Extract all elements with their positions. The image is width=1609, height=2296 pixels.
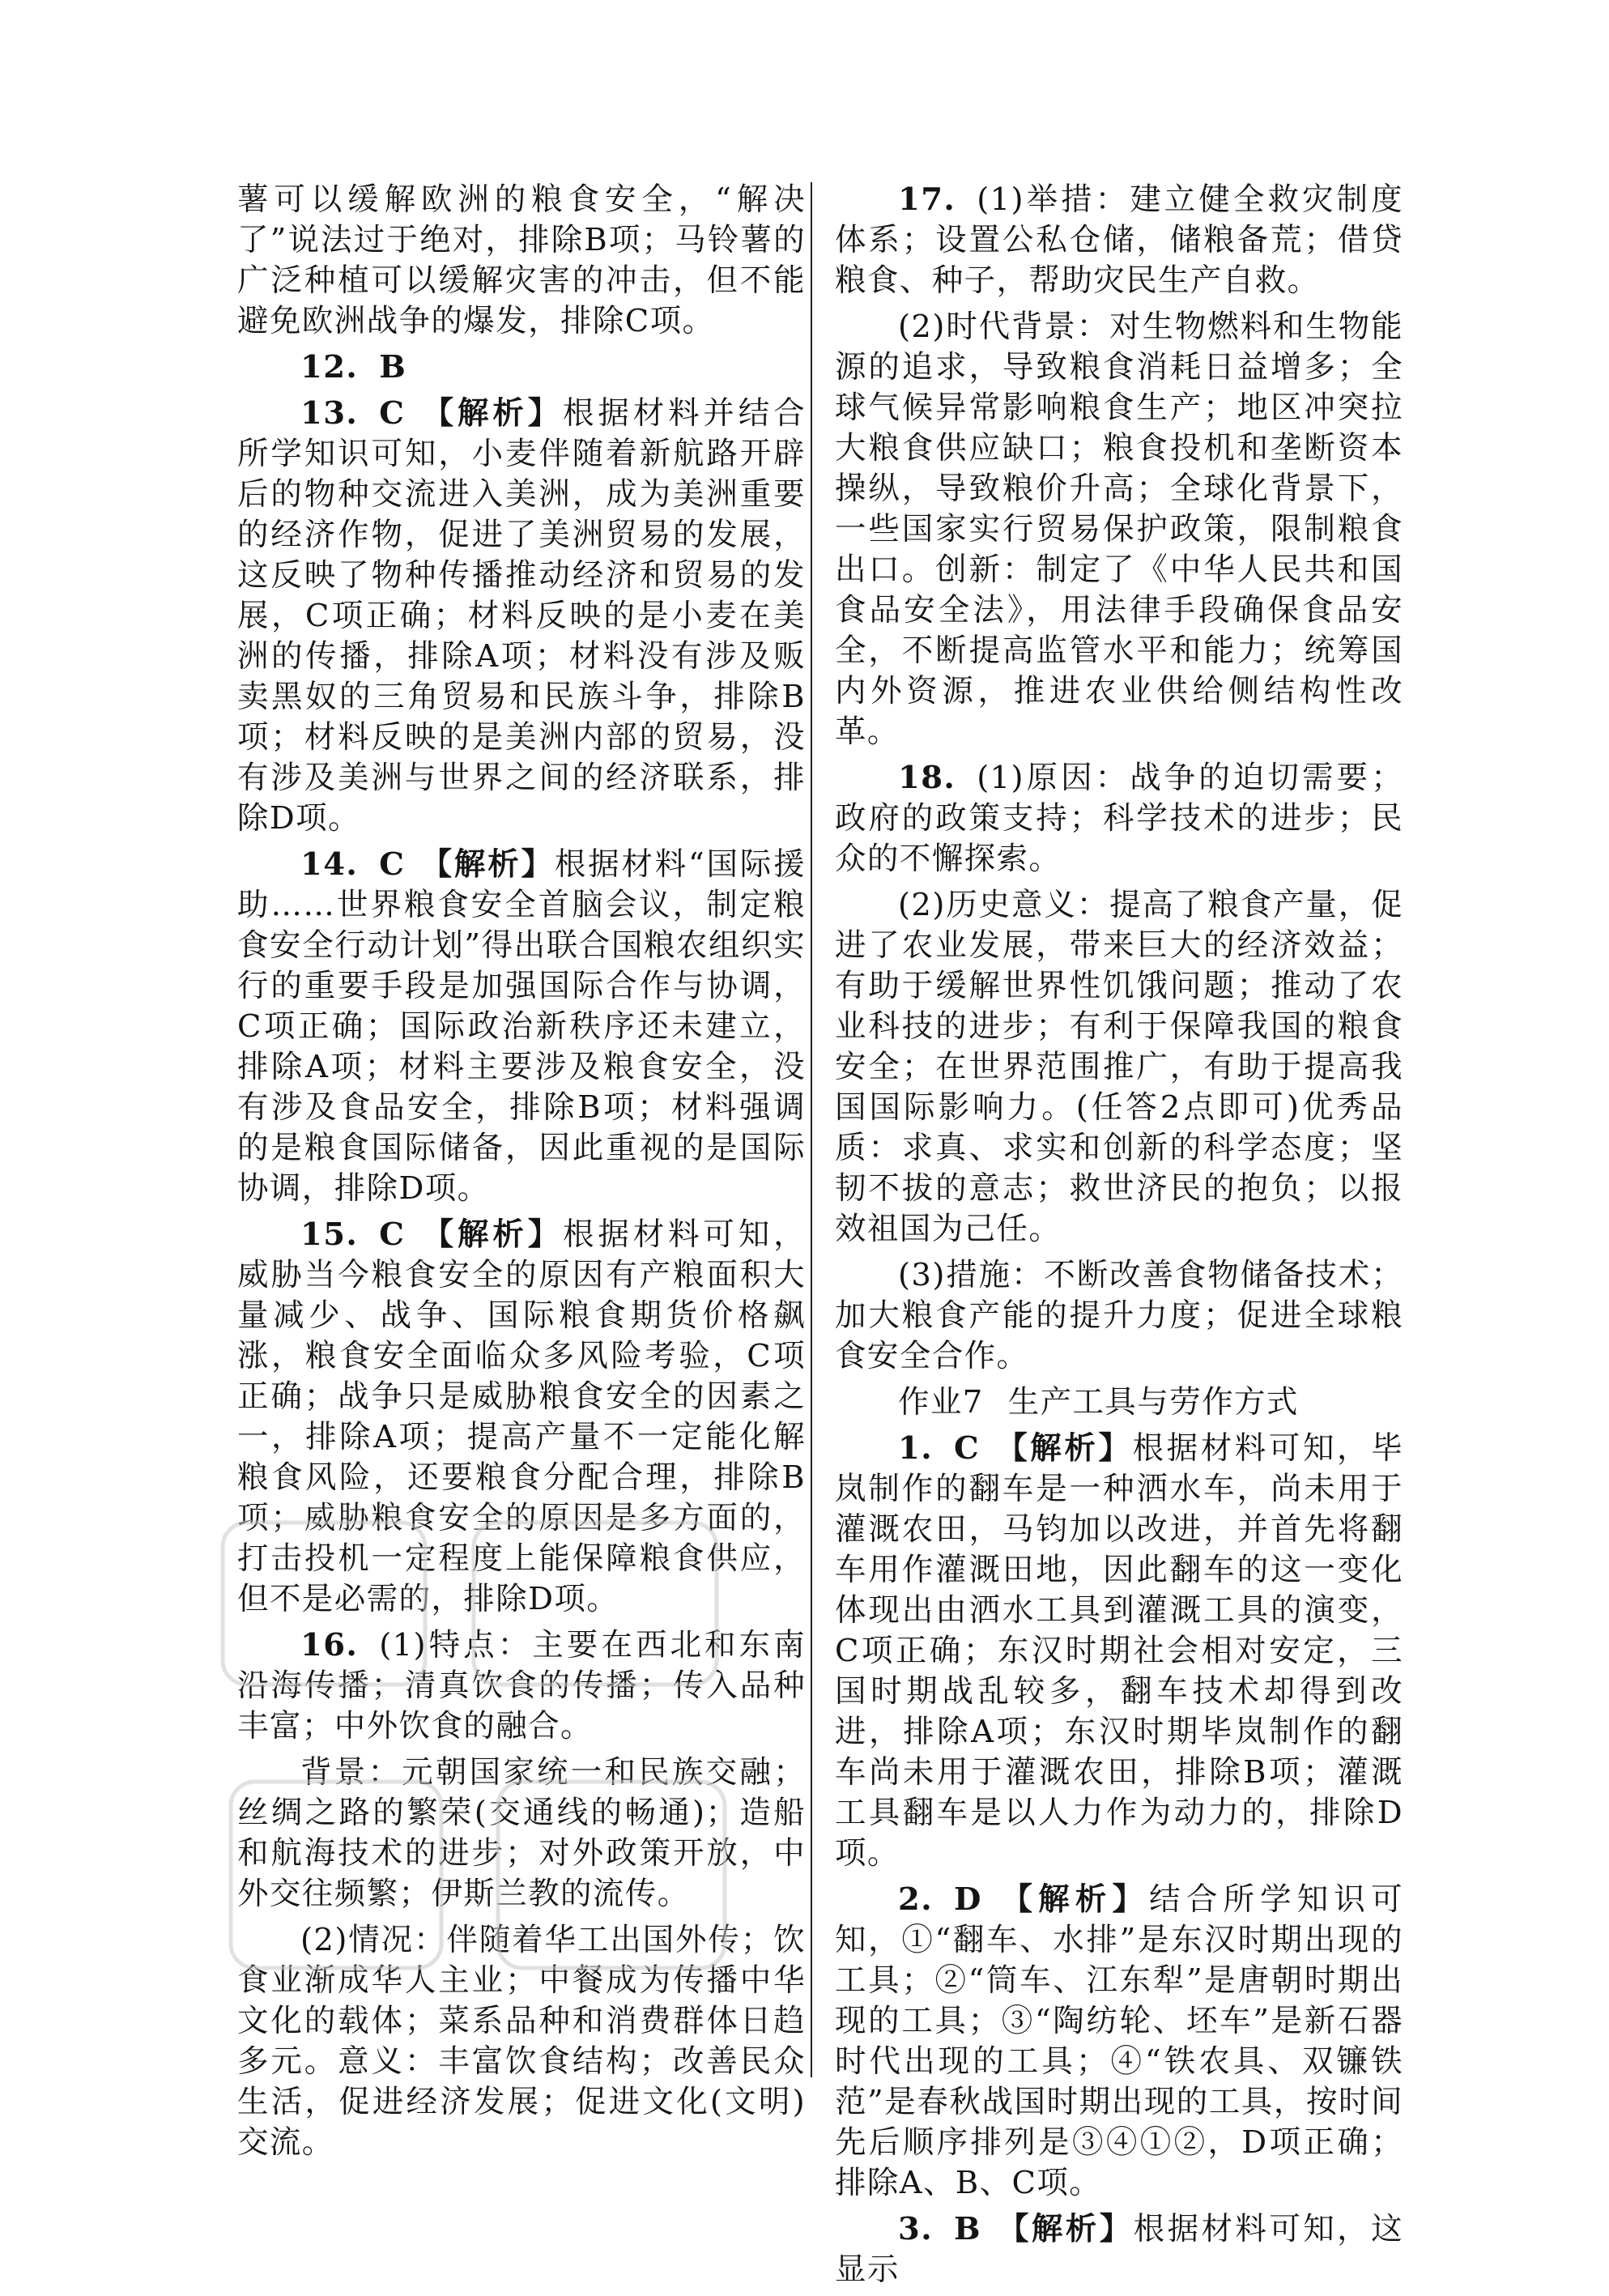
analysis-tag: 【解析】 — [419, 1216, 564, 1253]
answer-text: 根据材料可知，威胁当今粮食安全的原因有产粮面积大量减少、战争、国际粮食期货价格飙涨，粮食安全面临众多风险考验，C项正确；战争只是威胁粮食安全的因素之一，排除A项；提高产量不一定能化解粮食风险，还要粮食分配合理，排除B项；威胁粮食安全的原因是多方面的，打击投机一定程度上能保障粮食供应，但不是必需的，排除D项。 — [237, 1216, 806, 1617]
answer-text: 薯可以缓解欧洲的粮食安全，“解决了”说法过于绝对，排除B项；马铃薯的广泛种植可以缓解灾害的冲击，但不能避免欧洲战争的爆发，排除C项。 — [237, 181, 806, 339]
question-number: 1. — [898, 1430, 933, 1467]
answer-text: 根据材料“国际援助……世界粮食安全首脑会议，制定粮食安全行动计划”得出联合国粮农组织实行的重要手段是加强国际合作与协调，C项正确；国际政治新秩序还未建立，排除A项；材料主要涉及粮食安全，没有涉及食品安全，排除B项；材料强调的是粮食国际储备，因此重视的是国际协调，排除D项。 — [237, 846, 806, 1207]
answer-choice: D — [954, 1881, 982, 1918]
answer-item — [835, 1429, 1403, 1874]
answer-choice: C — [379, 846, 406, 883]
answer-text: (2)时代背景：对生物燃料和生物能源的追求，导致粮食消耗日益增多；全球气候异常影响粮食生产；地区冲突拉大粮食供应缺口；粮食投机和垄断资本操纵，导致粮价升高；全球化背景下，一些国家实行贸易保护政策，限制粮食出口。创新：制定了《中华人民共和国食品安全法》，用法律手段确保食品安全，不断提高监管水平和能力；统筹国内外资源，推进农业供给侧结构性改革。 — [835, 309, 1403, 750]
question-number: 2. — [898, 1881, 933, 1918]
question-number: 17. — [898, 181, 956, 218]
answer-choice: C — [379, 1216, 406, 1253]
answer-item — [237, 845, 806, 1209]
answer-text: (1)原因：战争的迫切需要；政府的政策支持；科学技术的进步；民众的不懈探索。 — [835, 760, 1403, 877]
answer-text: 根据材料可知，毕岚制作的翻车是一种洒水车，尚未用于灌溉农田，马钧加以改进，并首先将翻车用作灌溉田地，因此翻车的这一变化体现出由洒水工具到灌溉工具的演变，C项正确；东汉时期社会相对安定，三国时期战乱较多，翻车技术却得到改进，排除A项；东汉时期毕岚制作的翻车尚未用于灌溉农田，排除B项；灌溉工具翻车是以人力作为动力的，排除D项。 — [835, 1430, 1403, 1872]
question-number: 18. — [898, 760, 956, 796]
answer-paragraph — [835, 1255, 1403, 1377]
question-number: 13. — [300, 395, 359, 432]
answer-item — [237, 347, 806, 388]
section-heading — [835, 1382, 1403, 1423]
answer-text: (1)特点：主要在西北和东南沿海传播；清真饮食的传播；传入品种丰富；中外饮食的融合。 — [237, 1627, 806, 1744]
answer-choice: B — [954, 2211, 981, 2247]
answer-text: (1)举措：建立健全救灾制度体系；设置公私仓储，储粮备荒；借贷粮食、种子，帮助灾民生产自救。 — [835, 181, 1403, 299]
question-number: 3. — [898, 2211, 933, 2247]
answer-text: (3)措施：不断改善食物储备技术；加大粮食产能的提升力度；促进全球粮食安全合作。 — [835, 1257, 1403, 1374]
answer-text: (2)情况：伴随着华工出国外传；饮食业渐成华人主业；中餐成为传播中华文化的载体；菜系品种和消费群体日趋多元。意义：丰富饮食结构；改善民众生活，促进经济发展；促进文化(文明)交流。 — [237, 1922, 806, 2161]
answer-item — [835, 758, 1403, 880]
question-number: 16. — [300, 1627, 359, 1663]
answer-item — [835, 180, 1403, 301]
analysis-tag: 【解析】 — [995, 2211, 1134, 2247]
analysis-tag: 【解析】 — [419, 395, 564, 432]
answer-choice: C — [954, 1430, 981, 1467]
answer-item — [835, 1880, 1403, 2204]
section-title: 生产工具与劳作方式 — [1007, 1384, 1299, 1421]
answer-text: (2)历史意义：提高了粮食产量，促进了农业发展，带来巨大的经济效益；有助于缓解世界性饥饿问题；推动了农业科技的进步；有利于保障我国的粮食安全；在世界范围推广，有助于提高我国国际影响力。(任答2点即可)优秀品质：求真、求实和创新的科学态度；坚韧不拔的意志；救世济民的抱负；以报效祖国为己任。 — [835, 887, 1403, 1247]
answer-paragraph — [835, 885, 1403, 1250]
answer-choice: C — [379, 395, 406, 432]
question-number: 15. — [300, 1216, 359, 1253]
question-number: 14. — [300, 846, 359, 883]
answer-paragraph — [835, 307, 1403, 752]
answer-text: 结合所学知识可知，①“翻车、水排”是东汉时期出现的工具；②“筒车、江东犁”是唐朝时期出现的工具；③“陶纺轮、坯车”是新石器时代出现的工具；④“铁农具、双镰铁范”是春秋战国时期出现的工具，按时间先后顺序排列是③④①②，D项正确；排除A、B、C项。 — [835, 1881, 1403, 2201]
answer-text: 根据材料可知，这显示 — [835, 2211, 1403, 2288]
answer-text: 背景：元朝国家统一和民族交融；丝绸之路的繁荣(交通线的畅通)；造船和航海技术的进步；对外政策开放，中外交往频繁；伊斯兰教的流传。 — [237, 1754, 806, 1912]
analysis-tag: 【解析】 — [996, 1881, 1150, 1918]
left-column — [237, 180, 806, 2169]
column-divider — [811, 182, 812, 2077]
answer-paragraph — [237, 180, 806, 342]
section-label: 作业7 — [898, 1384, 984, 1421]
analysis-tag: 【解析】 — [419, 846, 555, 883]
answer-item — [237, 1625, 806, 1747]
answer-text: 根据材料并结合所学知识可知，小麦伴随着新航路开辟后的物种交流进入美洲，成为美洲重要的经济作物，促进了美洲贸易的发展，这反映了物种传播推动经济和贸易的发展，C项正确；材料反映的是小麦在美洲的传播，排除A项；材料没有涉及贩卖黑奴的三角贸易和民族斗争，排除B项；材料反映的是美洲内部的贸易，没有涉及美洲与世界之间的经济联系，排除D项。 — [237, 395, 806, 837]
right-column — [835, 180, 1403, 2296]
answer-item — [835, 2209, 1403, 2290]
analysis-tag: 【解析】 — [994, 1430, 1133, 1467]
answer-item — [237, 394, 806, 839]
answer-paragraph — [237, 1920, 806, 2163]
answer-item — [237, 1215, 806, 1620]
question-number: 12. — [300, 349, 359, 386]
answer-choice: B — [379, 349, 407, 386]
answer-paragraph — [237, 1753, 806, 1915]
